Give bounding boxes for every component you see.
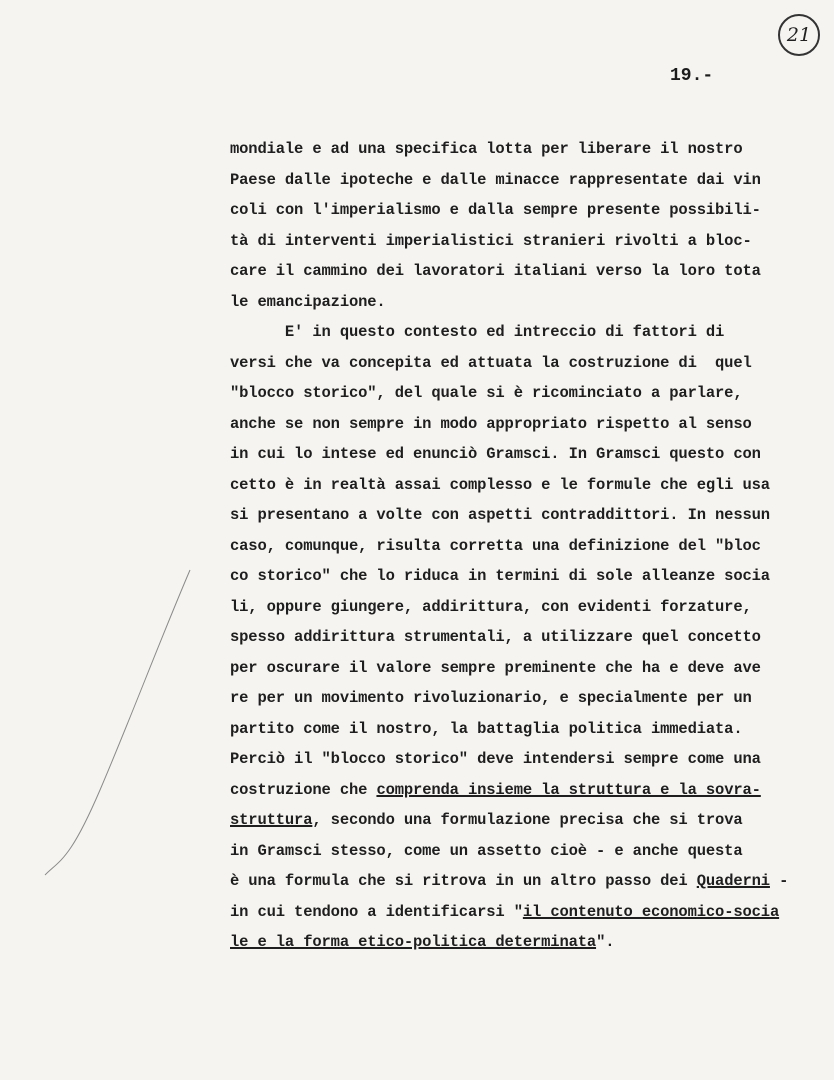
text-line xyxy=(230,805,830,836)
text-line: cetto è in realtà assai complesso e le formule che egli usa xyxy=(230,475,770,494)
text-line: Perciò il "blocco storico" deve intendersi sempre come una xyxy=(230,750,761,768)
text-line: Paese dalle ipoteche e dalle minacce rappresentate dai vin xyxy=(230,170,761,189)
text-line: si presentano a volte con aspetti contraddittori. In nessun xyxy=(230,506,770,524)
text-line: re per un movimento rivoluzionario, e specialmente per un xyxy=(230,689,752,707)
underlined-text: comprenda insieme la struttura e la sovra- xyxy=(376,780,761,799)
text-span: in cui tendono a identificarsi " xyxy=(230,902,523,921)
text-line: versi che va concepita ed attuata la costruzione di quel xyxy=(230,353,752,372)
text-line: in Gramsci stesso, come un assetto cioè - e anche questa xyxy=(230,841,743,860)
text-line: in cui lo intese ed enunciò Gramsci. In Gramsci questo con xyxy=(230,445,761,463)
text-line: coli con l'imperialismo e dalla sempre presente possibili- xyxy=(230,201,761,219)
text-span: è una formula che si ritrova in un altro passo dei xyxy=(230,872,697,890)
text-line: caso, comunque, risulta corretta una definizione del "bloc xyxy=(230,536,761,555)
text-line xyxy=(230,775,830,806)
text-line: anche se non sempre in modo appropriato rispetto al senso xyxy=(230,414,752,433)
text-line: care il cammino dei lavoratori italiani verso la loro tota xyxy=(230,262,761,280)
text-span: - xyxy=(769,872,789,890)
margin-pencil-mark xyxy=(40,560,200,880)
page-number: 19.- xyxy=(670,66,714,86)
text-line: spesso addirittura strumentali, a utilizzare quel concetto xyxy=(230,628,761,646)
text-span: , secondo una formulazione precisa che si trova xyxy=(312,811,743,829)
text-line: "blocco storico", del quale si è ricominciato a parlare, xyxy=(230,384,743,402)
page-stamp xyxy=(778,14,820,56)
text-line: per oscurare il valore sempre preminente che ha e deve ave xyxy=(230,658,761,677)
text-line: E' in questo contesto ed intreccio di fattori di xyxy=(230,323,725,341)
text-span: costruzione che xyxy=(230,780,377,799)
underlined-text: Quaderni xyxy=(696,872,770,890)
text-line xyxy=(230,897,830,928)
body-text xyxy=(230,134,830,958)
text-span: ". xyxy=(596,933,615,951)
underlined-text: struttura xyxy=(230,811,313,829)
text-line: co storico" che lo riduca in termini di sole alleanze socia xyxy=(230,567,770,585)
text-line: mondiale e ad una specifica lotta per liberare il nostro xyxy=(230,140,743,158)
text-line xyxy=(230,927,830,958)
underlined-text: il contenuto economico-socia xyxy=(522,902,780,921)
text-line: li, oppure giungere, addirittura, con evidenti forzature, xyxy=(230,597,752,616)
text-line: le emancipazione. xyxy=(230,292,386,311)
text-line: partito come il nostro, la battaglia politica immediata. xyxy=(230,719,743,738)
text-line xyxy=(230,866,830,897)
stamp-number: 21 xyxy=(786,24,812,46)
underlined-text: le e la forma etico-politica determinata xyxy=(230,933,597,951)
text-line: tà di interventi imperialistici stranieri rivolti a bloc- xyxy=(230,231,752,250)
